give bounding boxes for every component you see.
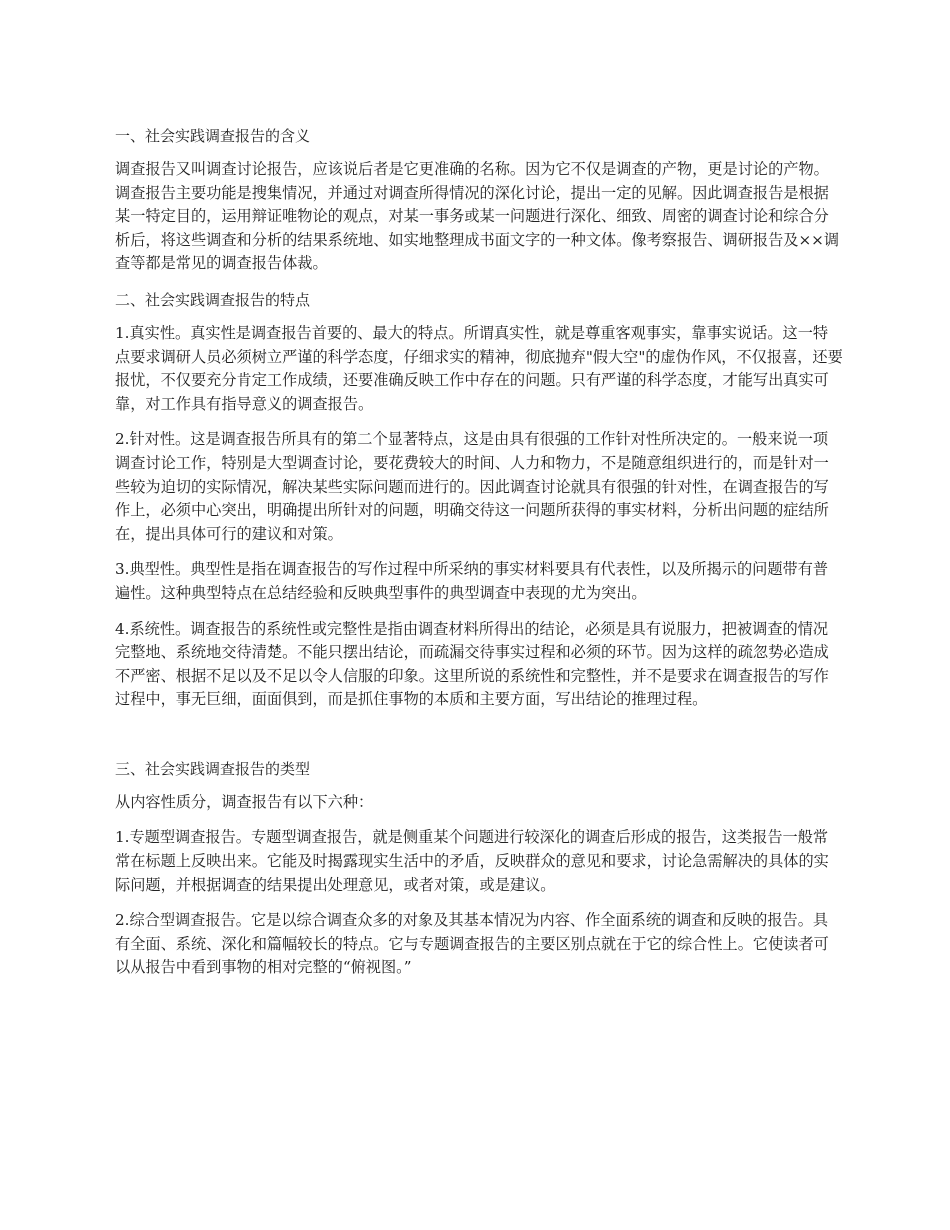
section-heading-features: 二、社会实践调查报告的特点 [115, 290, 311, 309]
section-heading-meaning: 一、社会实践调查报告的含义 [115, 127, 311, 145]
paragraph-meaning: 调查报告又叫调查讨论报告，应该说后者是它更准确的名称。因为它不仅是调查的产物，更是讨论的产物。调查报告主要功能是搜集情况，并通过对调查所得情况的深化讨论，提出一定的见解。因此调查报告是根据某一特定目的，运用辩证唯物论的观点，对某一事务或某一问题进行深化、细致、周密的调查讨论和综合分析后，将这些调查和分析的结果系统地、如实地整理成书面文字的一种文体。像考察报告、调研报告及××调查等都是常见的调查报告体裁。 [115, 160, 840, 273]
paragraph-comprehensive-report: 2.综合型调查报告。它是以综合调查众多的对象及其基本情况为内容、作全面系统的调查和反映的报告。具有全面、系统、深化和篇幅较长的特点。它与专题调查报告的主要区别点就在于它的综合性上。它使读者可以从报告中看到事物的相对完整的“俯视图。” [115, 911, 829, 977]
section-heading-types: 三、社会实践调查报告的类型 [115, 759, 311, 778]
paragraph-systematicness: 4.系统性。调查报告的系统性或完整性是指由调查材料所得出的结论，必须是具有说服力，把被调查的情况完整地、系统地交待清楚。不能只摆出结论，而疏漏交待事实过程和必须的环节。因为这样的疏忽势必造成不严密、根据不足以及不足以令人信服的印象。这里所说的系统性和完整性，并不是要求在调查报告的写作过程中，事无巨细，面面俱到，而是抓住事物的本质和主要方面，写出结论的推理过程。 [115, 619, 829, 709]
paragraph-thematic-report: 1.专题型调查报告。专题型调查报告，就是侧重某个问题进行较深化的调查后形成的报告，这类报告一般常常在标题上反映出来。它能及时揭露现实生活中的矛盾，反映群众的意见和要求，讨论急需解决的具体的实际问题，并根据调查的结果提出处理意见，或者对策，或是建议。 [115, 828, 829, 894]
document-body [115, 124, 843, 992]
paragraph-typicality: 3.典型性。典型性是指在调查报告的写作过程中所采纳的事实材料要具有代表性，以及所揭示的问题带有普遍性。这种典型特点在总结经验和反映典型事件的典型调查中表现的尤为突出。 [115, 560, 829, 602]
section-gap [115, 724, 843, 757]
paragraph-types-intro: 从内容性质分，调查报告有以下六种： [115, 792, 374, 811]
paragraph-authenticity: 1.真实性。真实性是调查报告首要的、最大的特点。所谓真实性，就是尊重客观事实，靠事实说话。这一特点要求调研人员必须树立严谨的科学态度，仔细求实的精神，彻底抛弃"假大空"的虚伪作风，不仅报喜，还要报忧，不仅要充分肯定工作成绩，还要准确反映工作中存在的问题。只有严谨的科学态度，才能写出真实可靠，对工作具有指导意义的调查报告。 [115, 323, 843, 413]
paragraph-pertinence: 2.针对性。这是调查报告所具有的第二个显著特点，这是由具有很强的工作针对性所决定的。一般来说一项调查讨论工作，特别是大型调查讨论，要花费较大的时间、人力和物力，不是随意组织进行的，而是针对一些较为迫切的实际情况，解决某些实际问题而进行的。因此调查讨论就具有很强的针对性，在调查报告的写作上，必须中心突出，明确提出所针对的问题，明确交待这一问题所获得的事实材料，分析出问题的症结所在，提出具体可行的建议和对策。 [115, 430, 829, 543]
